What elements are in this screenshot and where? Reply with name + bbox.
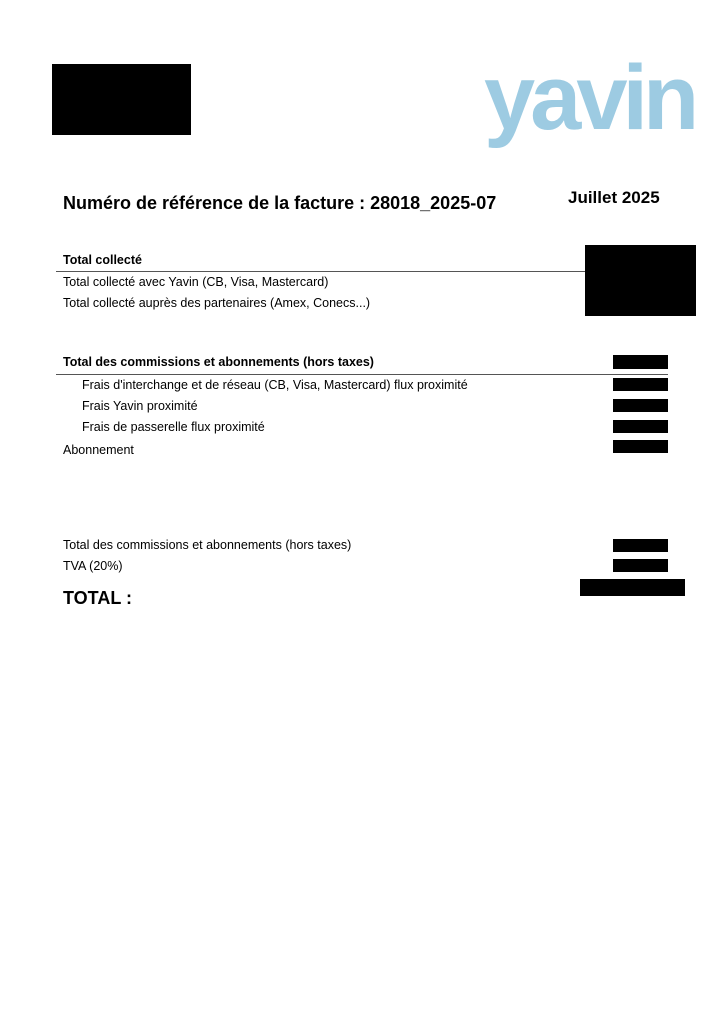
gateway-fees-label: Frais de passerelle flux proximité — [82, 420, 265, 434]
redacted-interchange-fees — [613, 378, 668, 391]
interchange-fees-label: Frais d'interchange et de réseau (CB, Visa, Mastercard) flux proximité — [82, 378, 468, 392]
grand-total-label: TOTAL : — [63, 588, 132, 608]
subtotal-label: Total des commissions et abonnements (hors taxes) — [63, 538, 352, 552]
redacted-subscription — [613, 440, 668, 453]
yavin-logo: yavin — [484, 47, 695, 149]
vat-label: TVA (20%) — [63, 559, 123, 573]
collected-divider — [56, 271, 586, 272]
redacted-subtotal — [613, 539, 668, 552]
collected-heading: Total collecté — [63, 253, 142, 267]
redacted-vat — [613, 559, 668, 572]
redacted-collected-amounts — [585, 245, 696, 316]
redacted-sender-block — [52, 64, 191, 135]
yavin-fees-label: Frais Yavin proximité — [82, 399, 198, 413]
invoice-period: Juillet 2025 — [568, 188, 660, 207]
collected-yavin-label: Total collecté avec Yavin (CB, Visa, Mastercard) — [63, 275, 329, 289]
collected-partners-label: Total collecté auprès des partenaires (Amex, Conecs...) — [63, 296, 371, 310]
redacted-commissions-total — [613, 355, 668, 369]
redacted-yavin-fees — [613, 399, 668, 412]
commissions-divider — [56, 374, 668, 375]
invoice-reference-title: Numéro de référence de la facture : 28018_2025-07 — [63, 193, 497, 213]
commissions-heading: Total des commissions et abonnements (hors taxes) — [63, 355, 374, 369]
subscription-label: Abonnement — [63, 443, 134, 457]
redacted-gateway-fees — [613, 420, 668, 433]
redacted-grand-total — [580, 579, 685, 596]
